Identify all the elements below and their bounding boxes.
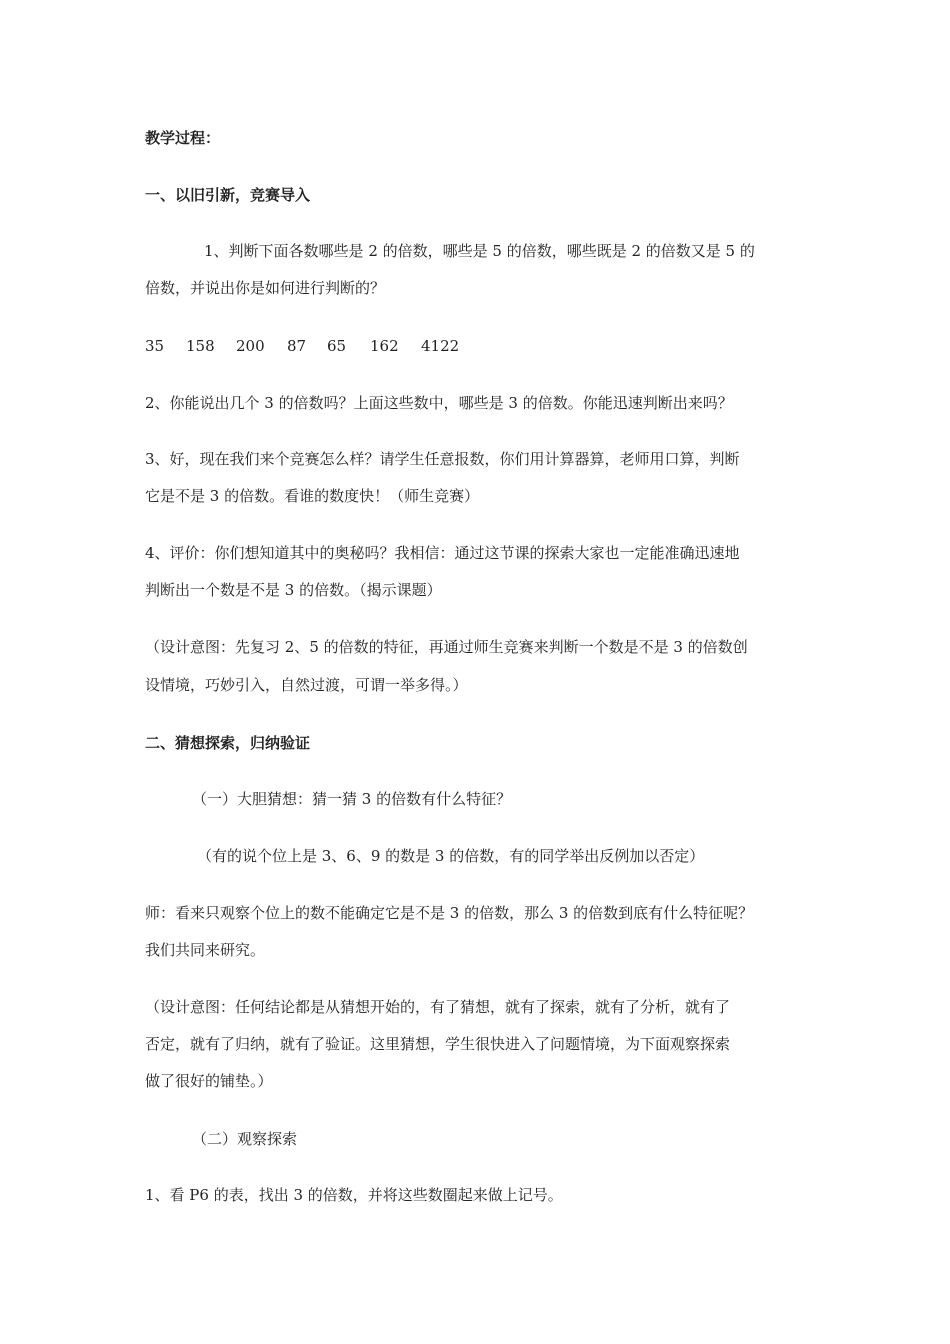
section-2-teacher-line-2: 我们共同来研究。 <box>145 941 266 959</box>
section-2-sub-2-item-1: 1、看 P6 的表，找出 3 的倍数，并将这些数圈起来做上记号。 <box>145 1186 563 1204</box>
section-1-item-3-line-2: 它是不是 3 的倍数。看谁的数度快！（师生竞赛） <box>145 487 480 505</box>
section-2-intent-line-2: 否定，就有了归纳，就有了验证。这里猜想，学生很快进入了问题情境，为下面观察探索 <box>145 1035 731 1053</box>
section-1-item-4-line-2: 判断出一个数是不是 3 的倍数。（揭示课题） <box>145 581 442 599</box>
number-item: 4122 <box>421 337 460 355</box>
number-item: 87 <box>287 337 307 355</box>
number-item: 200 <box>236 337 265 355</box>
number-list <box>145 336 459 356</box>
number-item: 158 <box>186 337 215 355</box>
section-1-item-1-line-1: 1、判断下面各数哪些是 2 的倍数，哪些是 5 的倍数，哪些既是 2 的倍数又是 5 的 <box>204 242 755 260</box>
section-1-item-4-line-1: 4、评价：你们想知道其中的奥秘吗？我相信：通过这节课的探索大家也一定能准确迅速地 <box>145 544 740 562</box>
number-item: 35 <box>145 337 165 355</box>
section-2-sub-1-note: （有的说个位上是 3、6、9 的数是 3 的倍数，有的同学举出反例加以否定） <box>197 847 705 865</box>
section-1-intent-line-1: （设计意图：先复习 2、5 的倍数的特征，再通过师生竞赛来判断一个数是不是 3 的倍数创 <box>145 638 748 656</box>
section-1-intent-line-2: 设情境，巧妙引入，自然过渡，可谓一举多得。） <box>145 676 468 694</box>
section-1-title: 一、以旧引新，竞赛导入 <box>145 186 311 204</box>
document-heading: 教学过程： <box>145 129 221 147</box>
section-2-sub-1: （一）大胆猜想：猜一猜 3 的倍数有什么特征？ <box>192 790 512 808</box>
section-2-teacher-line-1: 师：看来只观察个位上的数不能确定它是不是 3 的倍数，那么 3 的倍数到底有什么特征呢？ <box>145 904 754 922</box>
number-item: 65 <box>327 337 347 355</box>
number-item: 162 <box>370 337 399 355</box>
section-1-item-2: 2、你能说出几个 3 的倍数吗？上面这些数中，哪些是 3 的倍数。你能迅速判断出来吗？ <box>145 394 733 412</box>
section-2-title: 二、猜想探索，归纳验证 <box>145 734 311 752</box>
section-2-intent-line-1: （设计意图：任何结论都是从猜想开始的，有了猜想，就有了探索，就有了分析，就有了 <box>145 998 731 1016</box>
section-2-intent-line-3: 做了很好的铺垫。） <box>145 1072 273 1090</box>
section-2-sub-2: （二）观察探索 <box>192 1130 298 1148</box>
section-1-item-3-line-1: 3、好，现在我们来个竞赛怎么样？请学生任意报数，你们用计算器算，老师用口算，判断 <box>145 450 740 468</box>
section-1-item-1-line-2: 倍数，并说出你是如何进行判断的？ <box>145 279 386 297</box>
